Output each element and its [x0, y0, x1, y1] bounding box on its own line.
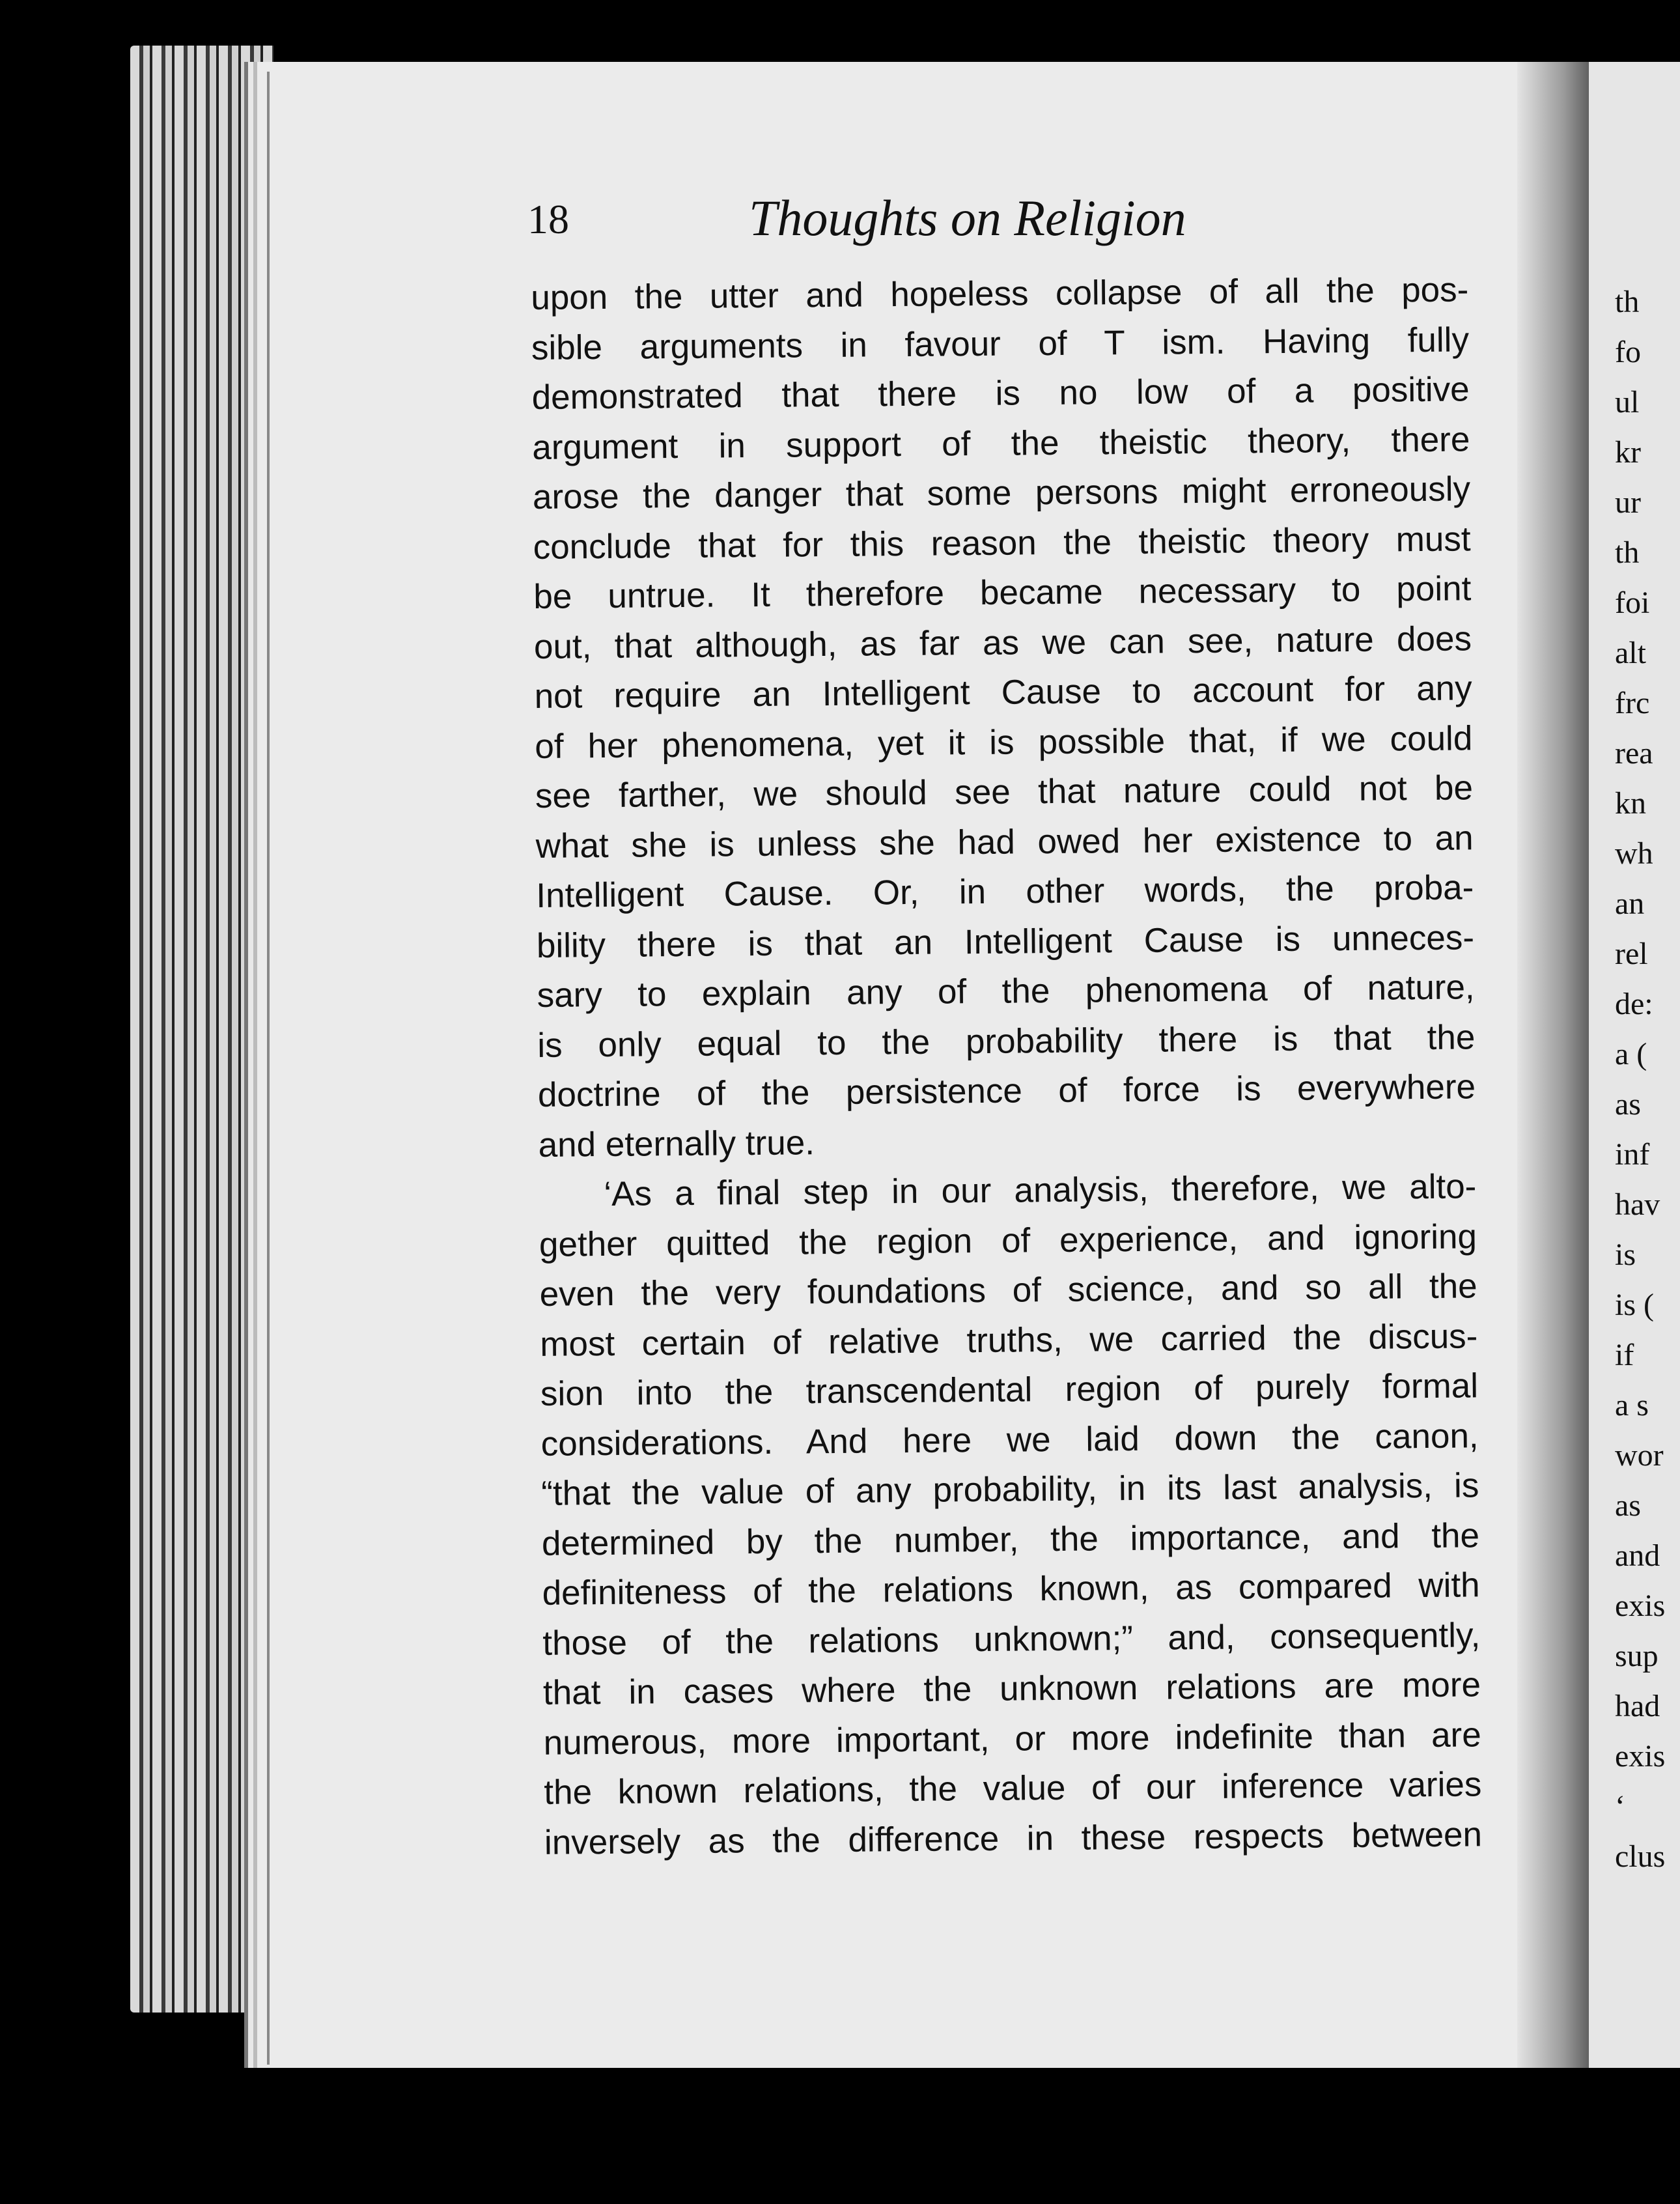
text-line: Intelligent Cause. Or, in other words, the proba- [536, 868, 1474, 915]
text-line: conclude that for this reason the theistic theory must [533, 519, 1471, 567]
text-line: out, that although, as far as we can see, nature does [533, 619, 1472, 666]
facing-fragment: wor [1615, 1438, 1664, 1473]
facing-fragment: sup [1615, 1639, 1659, 1673]
facing-fragment: rel [1615, 937, 1648, 971]
facing-fragment: clus [1615, 1839, 1666, 1874]
facing-fragment: ur [1615, 485, 1641, 520]
facing-fragment: th [1615, 535, 1640, 570]
facing-fragment: as [1615, 1087, 1641, 1122]
text-line: what she is unless she had owed her existence to an [535, 818, 1474, 866]
facing-fragment: exis [1615, 1589, 1666, 1623]
facing-fragment: foi [1615, 586, 1650, 620]
running-title: Thoughts on Religion [749, 190, 1186, 246]
page-inner-border [267, 72, 302, 2065]
facing-fragment: th [1615, 285, 1640, 319]
text-line: that in cases where the unknown relations are more [542, 1665, 1481, 1712]
facing-fragment: fo [1615, 335, 1641, 369]
page-stack-edges [130, 46, 273, 2013]
facing-fragment: a s [1615, 1388, 1649, 1422]
facing-fragment: had [1615, 1689, 1660, 1723]
text-line: most certain of relative truths, we carried the discus- [540, 1316, 1478, 1364]
text-line: demonstrated that there is no low of a positive [531, 370, 1470, 417]
text-line: ‘As a final step in our analysis, therefore, we alto- [604, 1167, 1477, 1214]
text-line: and eternally true. [538, 1123, 815, 1165]
text-line: see farther, we should see that nature could not be [535, 769, 1474, 815]
text-line: upon the utter and hopeless collapse of all the pos- [531, 270, 1469, 317]
facing-fragment: exis [1615, 1739, 1666, 1773]
text-line: those of the relations unknown;” and, consequently, [542, 1615, 1481, 1663]
text-line: gether quitted the region of experience, and ignoring [539, 1217, 1477, 1264]
text-line: bility there is that an Intelligent Cause is unneces- [536, 918, 1475, 965]
facing-fragment: hav [1615, 1187, 1660, 1222]
facing-fragment: kr [1615, 435, 1641, 470]
text-line: argument in support of the theistic theory, there [532, 419, 1470, 467]
text-line: sible arguments in favour of T ism. Having fully [531, 320, 1470, 367]
running-head [527, 189, 1257, 247]
text-line: sion into the transcendental region of purely formal [540, 1366, 1479, 1413]
text-line: numerous, more important, or more indefinite than are [543, 1715, 1481, 1762]
facing-fragment: frc [1615, 686, 1650, 720]
facing-fragment: is ( [1615, 1288, 1654, 1322]
text-line: is only equal to the probability there is that the [537, 1017, 1476, 1065]
facing-fragment: as [1615, 1488, 1641, 1523]
text-line: inversely as the difference in these respects between [544, 1815, 1483, 1862]
facing-fragment: a ( [1615, 1037, 1647, 1071]
body-text [531, 265, 1482, 1867]
text-line: even the very foundations of science, and so all the [539, 1267, 1477, 1314]
text-line: be untrue. It therefore became necessary to point [533, 569, 1472, 616]
text-line: not require an Intelligent Cause to account for any [534, 669, 1472, 716]
facing-fragment: inf [1615, 1137, 1650, 1172]
text-line: the known relations, the value of our inference varies [544, 1765, 1482, 1812]
text-line: determined by the number, the importance, and the [541, 1516, 1480, 1563]
text-line: definiteness of the relations known, as compared with [542, 1566, 1480, 1613]
text-line: of her phenomena, yet it is possible that, if we could [535, 718, 1473, 766]
facing-fragment: ul [1615, 385, 1640, 419]
text-line: sary to explain any of the phenomena of nature, [537, 968, 1475, 1015]
facing-fragment: ‘ [1615, 1789, 1625, 1824]
facing-fragment: kn [1615, 786, 1646, 821]
facing-fragment: wh [1615, 836, 1653, 871]
facing-fragment: alt [1615, 636, 1646, 670]
facing-fragment: is [1615, 1237, 1636, 1272]
facing-fragment: de: [1615, 987, 1653, 1021]
text-line: arose the danger that some persons might erroneously [532, 470, 1471, 516]
facing-fragment: rea [1615, 736, 1653, 770]
facing-fragment: and [1615, 1538, 1660, 1573]
text-line: “that the value of any probability, in its last analysis, is [541, 1466, 1479, 1513]
page-number: 18 [527, 196, 569, 242]
facing-page [1589, 62, 1680, 2068]
text-line: considerations. And here we laid down the canon, [540, 1416, 1479, 1463]
facing-fragment: if [1615, 1338, 1634, 1372]
text-line: doctrine of the persistence of force is everywhere [537, 1067, 1476, 1114]
facing-fragment: an [1615, 886, 1645, 921]
